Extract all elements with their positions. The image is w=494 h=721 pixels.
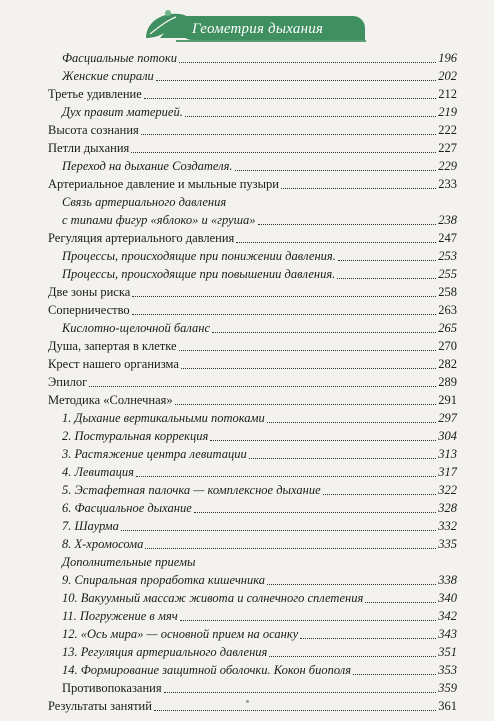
toc-entry[interactable] [62, 606, 457, 624]
toc-page-number: 359 [438, 681, 457, 695]
toc-entry-title: 5. Эстафетная палочка — комплексное дыхание [62, 483, 321, 497]
toc-entry[interactable] [62, 570, 457, 588]
dot-leader [281, 188, 436, 189]
toc-page-number: 322 [438, 483, 457, 497]
dot-leader [185, 116, 436, 117]
toc-page-number: 342 [438, 609, 457, 623]
running-header-title: Геометрия дыхания [192, 21, 324, 37]
toc-entry[interactable] [48, 138, 457, 156]
toc-entry-title: 2. Постуральная коррекция [62, 429, 209, 443]
toc-page-number: 253 [438, 249, 457, 263]
dot-leader [180, 620, 437, 621]
toc-page-number: 233 [438, 177, 457, 191]
toc-entry-title: Результаты занятий [48, 699, 152, 713]
toc-entry[interactable] [62, 210, 457, 228]
dot-leader [179, 62, 436, 63]
toc-entry[interactable] [62, 588, 457, 606]
toc-entry-title: Фасциальные потоки [62, 51, 177, 65]
toc-entry-title: 9. Спиральная проработка кишечника [62, 573, 266, 587]
toc-entry[interactable] [62, 462, 457, 480]
toc-entry[interactable] [62, 318, 457, 336]
toc-page-number: 196 [438, 51, 457, 65]
toc-entry[interactable] [62, 624, 457, 642]
toc-page-number: 222 [438, 123, 457, 137]
toc-entry-title: 13. Регуляция артериального давления [62, 645, 268, 659]
dot-leader [121, 530, 436, 531]
toc-page-number: 291 [438, 393, 457, 407]
dot-leader [156, 80, 436, 81]
dot-leader [338, 260, 436, 261]
toc-entry[interactable] [62, 444, 457, 462]
toc-entry[interactable] [48, 354, 457, 372]
toc-entry-title: 1. Дыхание вертикальными потоками [62, 411, 265, 425]
toc-page-number: 227 [438, 141, 457, 155]
dot-leader [131, 152, 436, 153]
toc-page-number: 332 [438, 519, 457, 533]
toc-page-number: 265 [438, 321, 457, 335]
dot-leader [136, 476, 436, 477]
toc-entry-title: с типами фигур «яблоко» и «груша» [62, 213, 256, 227]
dot-leader [141, 134, 436, 135]
toc-page-number: 317 [438, 465, 457, 479]
dot-leader [144, 98, 436, 99]
toc-entry-title: 3. Растяжение центра левитации [62, 447, 247, 461]
toc-entry[interactable] [48, 282, 457, 300]
dot-leader [164, 692, 437, 693]
toc-entry-title: 10. Вакуумный массаж живота и солнечного сплетения [62, 591, 364, 605]
toc-entry[interactable] [62, 678, 457, 696]
toc-entry[interactable] [62, 48, 457, 66]
dot-leader [300, 638, 436, 639]
toc-entry[interactable] [62, 264, 457, 282]
dot-leader [323, 494, 437, 495]
toc-entry-title: Душа, запертая в клетке [48, 339, 177, 353]
toc-page-number: 247 [438, 231, 457, 245]
toc-page-number: 212 [438, 87, 457, 101]
toc-entry[interactable] [62, 426, 457, 444]
toc-page-number: 258 [438, 285, 457, 299]
toc-entry[interactable] [48, 120, 457, 138]
toc-entry-title: Женские спирали [62, 69, 154, 83]
toc-page-number: 304 [438, 429, 457, 443]
toc-entry-title: 12. «Ось мира» — основной прием на осанку [62, 627, 299, 641]
toc-entry[interactable] [48, 390, 457, 408]
dot-leader [236, 242, 436, 243]
header-rule [176, 40, 366, 42]
toc-entry-title: Дух правит материей. [62, 105, 183, 119]
dot-leader [194, 512, 436, 513]
dot-leader [179, 350, 437, 351]
toc-entry[interactable] [48, 300, 457, 318]
dot-leader [235, 170, 437, 171]
toc-entry-title: Методика «Солнечная» [48, 393, 173, 407]
dot-leader [210, 440, 436, 441]
page-speck [246, 700, 249, 703]
toc-entry-title: Кислотно-щелочной баланс [62, 321, 211, 335]
dot-leader [212, 332, 436, 333]
toc-entry[interactable] [48, 84, 457, 102]
toc-entry-title: Переход на дыхание Создателя. [62, 159, 233, 173]
toc-entry-title: Соперничество [48, 303, 130, 317]
toc-page-number: 297 [438, 411, 457, 425]
dot-leader [132, 296, 436, 297]
toc-entry[interactable] [48, 336, 457, 354]
toc-page-number: 219 [438, 105, 457, 119]
dot-leader [267, 422, 437, 423]
running-header [140, 8, 360, 44]
toc-page-number: 351 [438, 645, 457, 659]
toc-entry-title: Третье удивление [48, 87, 142, 101]
toc-page-number: 229 [438, 159, 457, 173]
toc-entry-title: Петли дыхания [48, 141, 130, 155]
toc-entry[interactable] [62, 408, 457, 426]
dot-leader [249, 458, 437, 459]
dot-leader [337, 278, 436, 279]
dot-leader [269, 656, 436, 657]
toc-page-number: 353 [438, 663, 457, 677]
toc-page-number: 361 [438, 699, 457, 713]
toc-line-heading: Связь артериального давления [62, 195, 227, 209]
toc-entry[interactable] [62, 156, 457, 174]
toc-page-number: 338 [438, 573, 457, 587]
toc-entry-title: Противопоказания [62, 681, 162, 695]
toc-line-heading: Дополнительные приемы [62, 555, 196, 569]
toc-page-number: 238 [438, 213, 457, 227]
toc-entry-title: Высота сознания [48, 123, 139, 137]
toc-entry[interactable] [62, 642, 457, 660]
toc-entry[interactable] [62, 102, 457, 120]
dot-leader [132, 314, 437, 315]
toc-entry-title: Регуляция артериального давления [48, 231, 235, 245]
toc-page-number: 328 [438, 501, 457, 515]
dot-leader [353, 674, 436, 675]
dot-leader [365, 602, 436, 603]
dot-leader [175, 404, 437, 405]
toc-entry-title: Процессы, происходящие при повышении давления. [62, 267, 336, 281]
toc-entry-title: Две зоны риска [48, 285, 131, 299]
toc-entry-title: 14. Формирование защитной оболочки. Кокон биополя [62, 663, 352, 677]
toc-entry[interactable] [48, 228, 457, 246]
toc-page-number: 255 [438, 267, 457, 281]
dot-leader [154, 710, 436, 711]
toc-entry[interactable] [48, 696, 457, 714]
toc-page-number: 270 [438, 339, 457, 353]
toc-entry-title: 4. Левитация [62, 465, 134, 479]
toc-entry-title: Эпилог [48, 375, 88, 389]
toc-entry[interactable] [48, 372, 457, 390]
toc-entry[interactable] [62, 480, 457, 498]
toc-entry-title: Крест нашего организма [48, 357, 179, 371]
toc-entry-title: 6. Фасциальное дыхание [62, 501, 192, 515]
toc-entry[interactable] [48, 174, 457, 192]
toc-entry[interactable] [62, 660, 457, 678]
toc-entry-title: 8. Х-хромосома [62, 537, 144, 551]
toc-entry-title: 7. Шаурма [62, 519, 119, 533]
dot-leader [258, 224, 437, 225]
toc-page-number: 335 [438, 537, 457, 551]
toc-page-number: 340 [438, 591, 457, 605]
dot-leader [181, 368, 436, 369]
toc-entry[interactable] [62, 66, 457, 84]
toc-page-number: 343 [438, 627, 457, 641]
toc-entry-title: Процессы, происходящие при понижении давления. [62, 249, 336, 263]
toc-page-number: 263 [438, 303, 457, 317]
dot-leader [89, 386, 436, 387]
dot-leader [267, 584, 436, 585]
toc-page-number: 282 [438, 357, 457, 371]
toc-entry-title: Артериальное давление и мыльные пузыри [48, 177, 279, 191]
dot-leader [145, 548, 436, 549]
toc-entry[interactable] [62, 246, 457, 264]
toc-entry[interactable] [62, 516, 457, 534]
toc-entry-title: 11. Погружение в мяч [62, 609, 178, 623]
toc-entry[interactable] [62, 534, 457, 552]
toc-page-number: 313 [438, 447, 457, 461]
toc-page-number: 289 [438, 375, 457, 389]
toc-page-number: 202 [438, 69, 457, 83]
toc-entry[interactable] [62, 498, 457, 516]
